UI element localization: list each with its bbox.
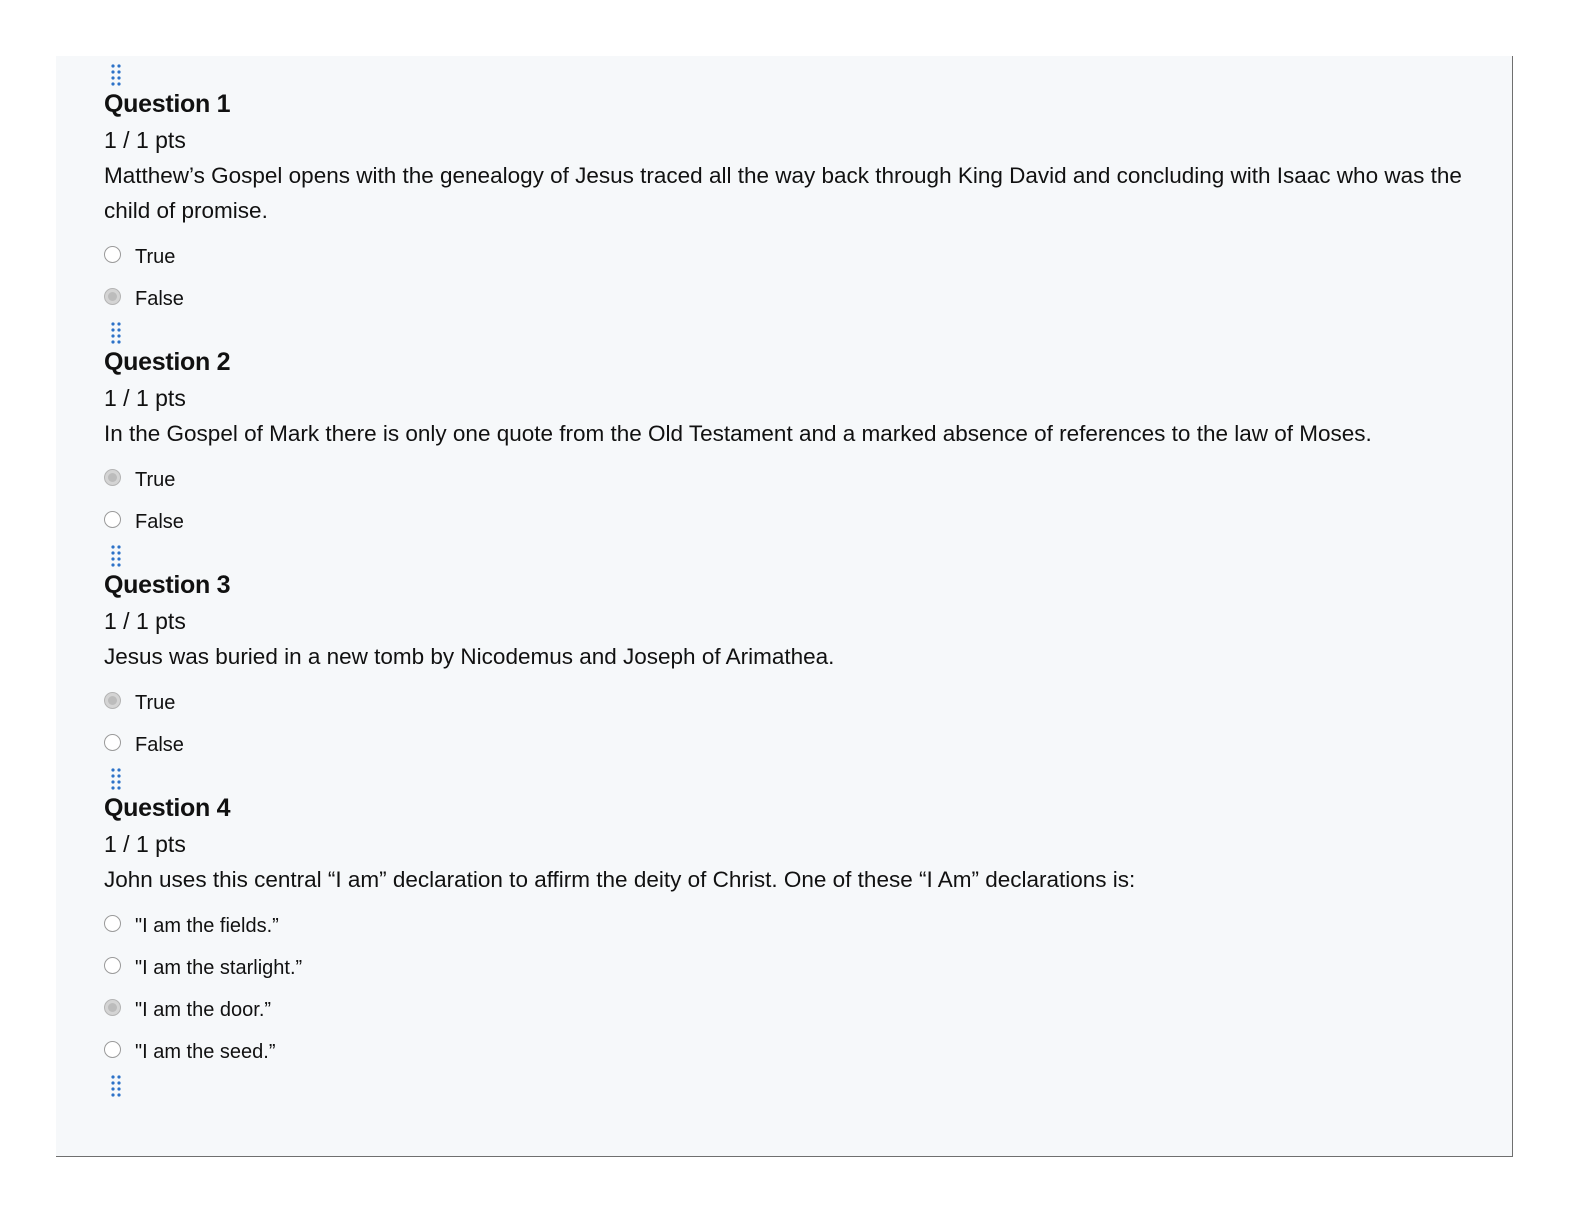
question-points: 1 / 1 pts	[104, 831, 186, 857]
radio-icon[interactable]	[104, 999, 121, 1016]
drag-handle-icon[interactable]	[109, 543, 123, 569]
answer-option[interactable]	[104, 501, 1484, 543]
question-points: 1 / 1 pts	[104, 385, 186, 411]
question-title: Question 3	[104, 571, 231, 599]
answer-option[interactable]	[104, 905, 1484, 947]
question-text: John uses this central “I am” declaration to affirm the deity of Christ. One of these “I Am” declarations is:	[104, 867, 1136, 892]
question-1	[104, 88, 1484, 320]
answer-list	[104, 682, 1484, 766]
answer-label: "I am the seed.”	[135, 1040, 276, 1063]
answer-option[interactable]	[104, 724, 1484, 766]
answer-list	[104, 905, 1484, 1073]
drag-handle-icon[interactable]	[109, 1073, 123, 1099]
radio-icon[interactable]	[104, 957, 121, 974]
answer-list	[104, 236, 1484, 320]
answer-label: "I am the starlight.”	[135, 956, 303, 979]
question-2	[104, 346, 1484, 543]
radio-icon[interactable]	[104, 1041, 121, 1058]
answer-label: "I am the door.”	[135, 998, 272, 1021]
question-text: In the Gospel of Mark there is only one quote from the Old Testament and a marked absence of references to the law of Moses.	[104, 421, 1372, 446]
question-title: Question 2	[104, 348, 231, 376]
question-text: Matthew’s Gospel opens with the genealogy of Jesus traced all the way back through King David and concluding with Isaac who was the child of promise.	[104, 163, 1462, 223]
radio-icon[interactable]	[104, 734, 121, 751]
answer-option[interactable]	[104, 278, 1484, 320]
question-points: 1 / 1 pts	[104, 127, 186, 153]
question-title: Question 1	[104, 90, 231, 118]
question-4	[104, 792, 1484, 1073]
answer-label: False	[135, 287, 184, 310]
drag-handle-icon[interactable]	[109, 320, 123, 346]
drag-handle-icon[interactable]	[109, 62, 123, 88]
radio-icon[interactable]	[104, 288, 121, 305]
question-3	[104, 569, 1484, 766]
answer-list	[104, 459, 1484, 543]
question-title: Question 4	[104, 794, 231, 822]
answer-option[interactable]	[104, 1031, 1484, 1073]
question-points: 1 / 1 pts	[104, 608, 186, 634]
answer-label: True	[135, 468, 176, 491]
question-text: Jesus was buried in a new tomb by Nicodemus and Joseph of Arimathea.	[104, 644, 835, 669]
answer-label: True	[135, 691, 176, 714]
radio-icon[interactable]	[104, 915, 121, 932]
answer-label: True	[135, 245, 176, 268]
answer-label: False	[135, 510, 184, 533]
answer-option[interactable]	[104, 682, 1484, 724]
answer-option[interactable]	[104, 947, 1484, 989]
answer-option[interactable]	[104, 236, 1484, 278]
quiz-content	[104, 62, 1484, 1099]
answer-label: False	[135, 733, 184, 756]
radio-icon[interactable]	[104, 246, 121, 263]
answer-option[interactable]	[104, 459, 1484, 501]
answer-label: "I am the fields.”	[135, 914, 279, 937]
quiz-panel	[56, 56, 1513, 1157]
radio-icon[interactable]	[104, 511, 121, 528]
answer-option[interactable]	[104, 989, 1484, 1031]
radio-icon[interactable]	[104, 692, 121, 709]
radio-icon[interactable]	[104, 469, 121, 486]
drag-handle-icon[interactable]	[109, 766, 123, 792]
